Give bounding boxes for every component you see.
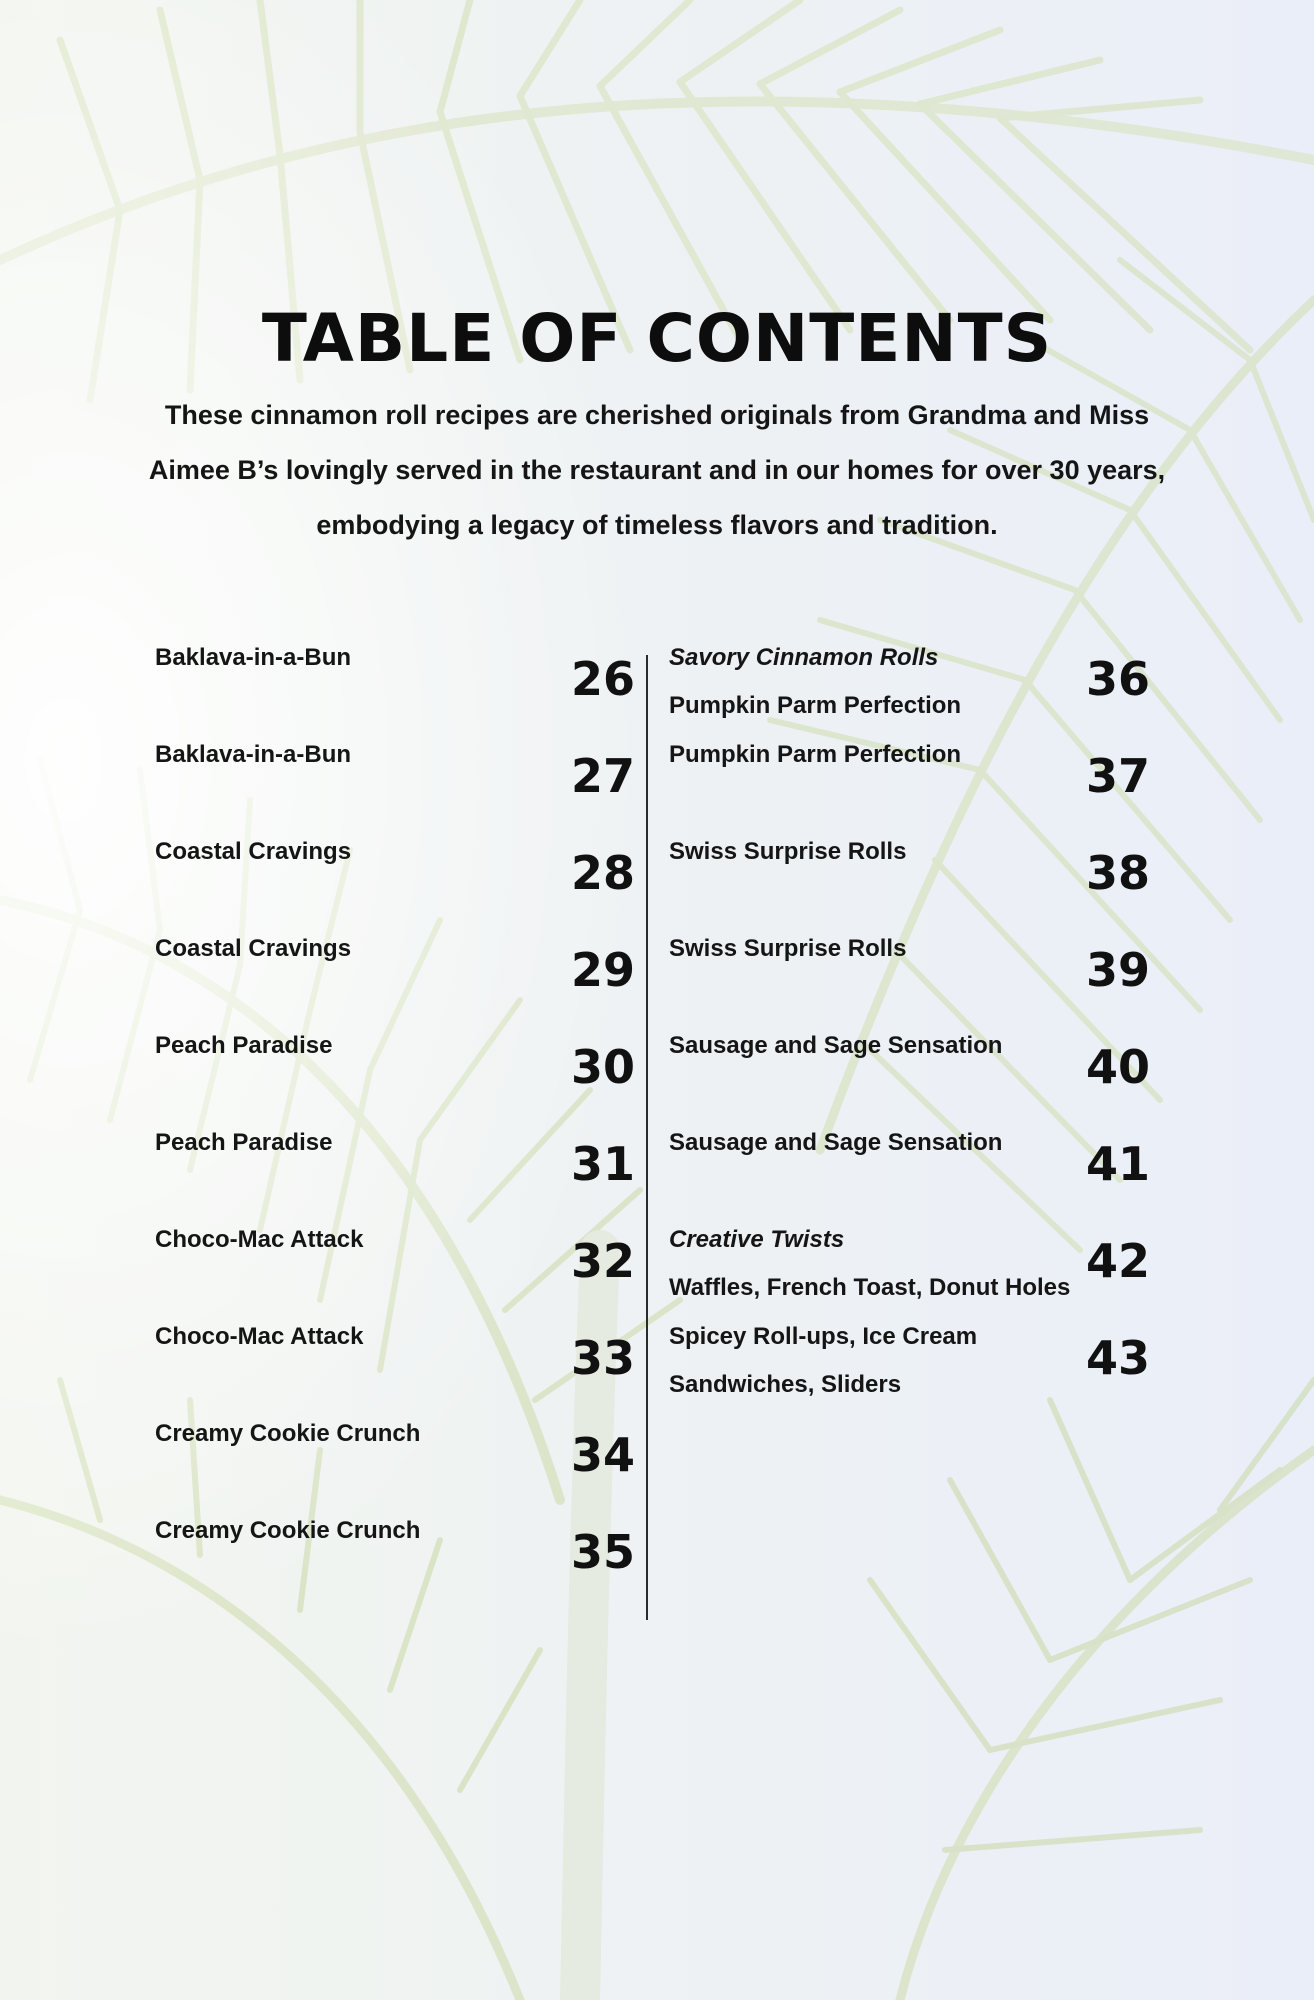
toc-page-number: 38 (1086, 846, 1151, 900)
intro-paragraph: These cinnamon roll recipes are cherished originals from Grandma and Miss Aimee B’s lovingly served in the restaurant and in our homes for over 30 years, embodying a legacy of timeless flavors and tradition. (148, 400, 1166, 540)
toc-entry-title: Pumpkin Parm Perfection (669, 692, 962, 719)
toc-entry-title: Waffles, French Toast, Donut Holes (669, 1274, 1071, 1301)
toc-entry-title: Choco-Mac Attack (155, 1226, 364, 1253)
toc-entry-title: Baklava-in-a-Bun (155, 741, 352, 768)
toc-entry-title: Sausage and Sage Sensation (669, 1129, 1003, 1156)
toc-page-number: 42 (1086, 1234, 1151, 1288)
page-title: TABLE OF CONTENTS (261, 300, 1053, 377)
toc-section-heading: Savory Cinnamon Rolls (669, 644, 939, 671)
toc-entry-title: Creamy Cookie Crunch (155, 1517, 421, 1544)
toc-entry-title-continued: Sandwiches, Sliders (669, 1371, 902, 1398)
toc-page-number: 31 (571, 1137, 636, 1191)
toc-page-number: 27 (571, 749, 636, 803)
toc-page-number: 34 (571, 1428, 636, 1482)
column-divider (646, 655, 648, 1620)
toc-page-number: 33 (571, 1331, 636, 1385)
toc-entry-title: Coastal Cravings (155, 935, 352, 962)
toc-entry-title: Coastal Cravings (155, 838, 352, 865)
toc-page-number: 36 (1086, 652, 1151, 706)
toc-entry-title: Swiss Surprise Rolls (669, 838, 907, 865)
toc-page-number: 29 (571, 943, 636, 997)
toc-page-number: 30 (571, 1040, 636, 1094)
toc-page-number: 26 (571, 652, 636, 706)
toc-page-number: 40 (1086, 1040, 1151, 1094)
toc-entry-title: Peach Paradise (155, 1032, 333, 1059)
toc-entry-title: Baklava-in-a-Bun (155, 644, 352, 671)
toc-entry-title: Swiss Surprise Rolls (669, 935, 907, 962)
toc-page-number: 39 (1086, 943, 1151, 997)
toc-entry-title: Spicey Roll-ups, Ice Cream (669, 1323, 978, 1350)
toc-page-number: 43 (1086, 1331, 1151, 1385)
toc-page-number: 41 (1086, 1137, 1151, 1191)
toc-entry-title: Creamy Cookie Crunch (155, 1420, 421, 1447)
toc-page-number: 28 (571, 846, 636, 900)
toc-section-heading: Creative Twists (669, 1226, 845, 1253)
toc-entry-title: Sausage and Sage Sensation (669, 1032, 1003, 1059)
toc-page-number: 32 (571, 1234, 636, 1288)
toc-entry-title: Peach Paradise (155, 1129, 333, 1156)
toc-page-number: 37 (1086, 749, 1151, 803)
toc-entry-title: Pumpkin Parm Perfection (669, 741, 962, 768)
toc-entry-title: Choco-Mac Attack (155, 1323, 364, 1350)
toc-page-number: 35 (571, 1525, 636, 1579)
